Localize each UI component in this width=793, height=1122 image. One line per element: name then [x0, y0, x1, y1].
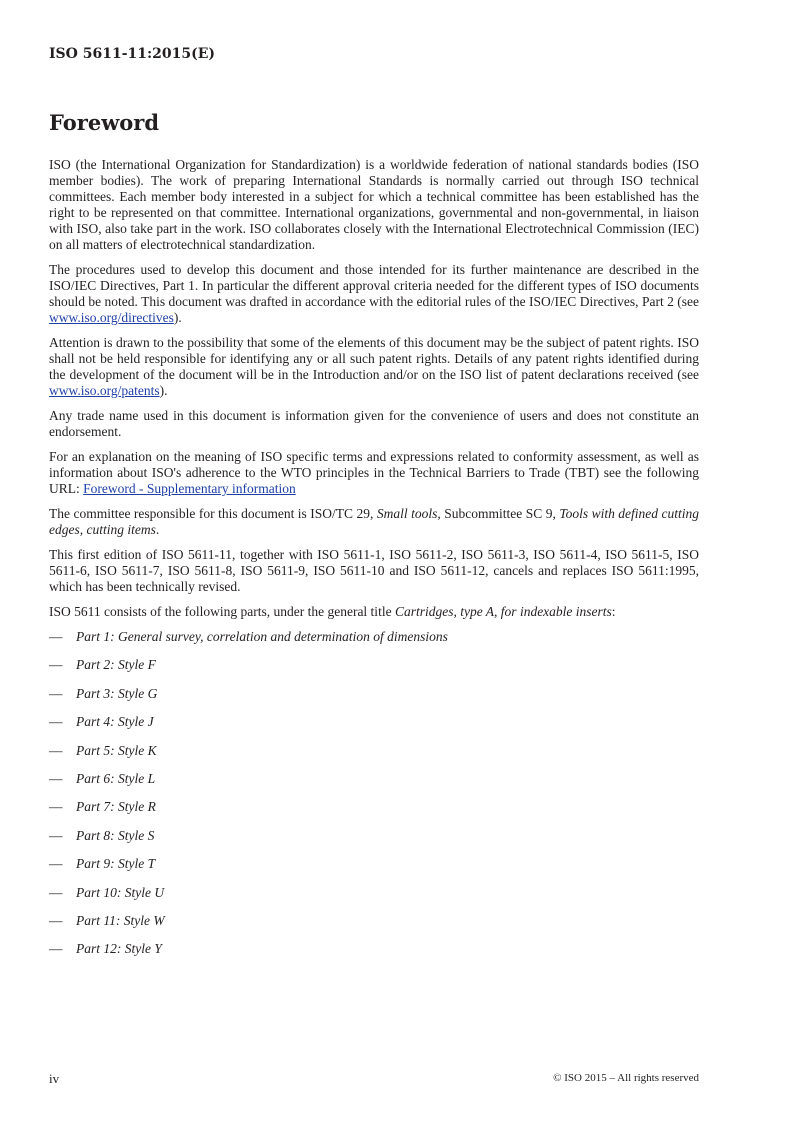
paragraph-conformity [49, 449, 699, 497]
paragraph-text: Attention is drawn to the possibility that some of the elements of this document may be the subject of patent rights. ISO shall not be held responsible for identifying any or all such patent rights. Details of any patent rights identified during the development of the document will be in the Introduction and/or on the ISO list of patent declarations received (see [49, 335, 699, 382]
supplementary-info-link[interactable]: Foreword - Supplementary information [83, 481, 296, 496]
paragraph-text: The procedures used to develop this document and those intended for its further maintenance are described in the ISO/IEC Directives, Part 1. In particular the different approval criteria needed for the different types of ISO documents should be noted. This document was drafted in accordance with the editorial rules of the ISO/IEC Directives, Part 2 (see [49, 262, 699, 309]
paragraph-text: The committee responsible for this document is ISO/TC 29, [49, 506, 377, 521]
part-title: Part 8: Style S [76, 827, 155, 843]
list-item [49, 885, 699, 913]
list-dash: — [49, 714, 63, 730]
paragraph-procedures [49, 262, 699, 326]
paragraph-text: ISO 5611 consists of the following parts, under the general title [49, 604, 395, 619]
list-dash: — [49, 770, 63, 786]
part-title: Part 11: Style W [76, 912, 165, 928]
list-item [49, 686, 699, 714]
list-dash: — [49, 856, 63, 872]
part-title: Part 2: Style F [76, 657, 156, 673]
foreword-body [49, 157, 699, 970]
copyright-notice: © ISO 2015 – All rights reserved [553, 1072, 699, 1084]
patents-link[interactable]: www.iso.org/patents [49, 383, 160, 398]
list-item [49, 714, 699, 742]
list-dash: — [49, 799, 63, 815]
part-title: Part 12: Style Y [76, 941, 162, 957]
list-dash: — [49, 629, 63, 644]
list-dash: — [49, 884, 63, 900]
part-title: Part 9: Style T [76, 856, 156, 872]
part-title: Part 7: Style R [76, 799, 156, 815]
paragraph-text: For an explanation on the meaning of ISO specific terms and expressions related to conformity assessment, as well as information about ISO's adherence to the WTO principles in the Technical Barriers to Trade (TBT) see the following URL: [49, 449, 699, 496]
part-title: Part 6: Style L [76, 770, 156, 786]
paragraph-edition [49, 547, 699, 595]
paragraph-text: : [611, 604, 616, 619]
general-title: Cartridges, type A, for indexable inserts [394, 604, 612, 619]
paragraph-text: Any trade name used in this document is information given for the convenience of users and does not constitute an endorsement. [49, 408, 699, 439]
paragraph-parts-intro [49, 604, 699, 620]
list-dash: — [49, 912, 63, 928]
part-title: Part 5: Style K [76, 742, 157, 758]
part-title: Part 10: Style U [76, 884, 165, 900]
list-item [49, 657, 699, 685]
page-number: iv [49, 1071, 60, 1086]
directives-link[interactable]: www.iso.org/directives [49, 310, 174, 325]
part-title: Part 1: General survey, correlation and determination of dimensions [76, 629, 448, 644]
document-identifier: ISO 5611-11:2015(E) [49, 46, 216, 62]
list-item [49, 941, 699, 969]
part-title: Part 4: Style J [76, 714, 154, 730]
list-item [49, 913, 699, 941]
paragraph-iso-intro [49, 157, 699, 253]
paragraph-trade-name [49, 408, 699, 440]
subcommittee-name: Tools with defined cutting edges, cutting items [49, 506, 700, 537]
paragraph-patents [49, 335, 699, 399]
paragraph-text: , Subcommittee SC 9, [437, 506, 560, 521]
list-item [49, 629, 699, 657]
parts-list [49, 629, 699, 970]
paragraph-text: . [155, 522, 160, 537]
list-dash: — [49, 941, 63, 957]
committee-name: Small tools [376, 506, 438, 521]
list-item [49, 856, 699, 884]
list-item [49, 799, 699, 827]
list-item [49, 771, 699, 799]
list-dash: — [49, 685, 63, 701]
paragraph-text: ). [173, 310, 182, 325]
list-dash: — [49, 827, 63, 843]
list-item [49, 743, 699, 771]
paragraph-text: ). [159, 383, 168, 398]
list-dash: — [49, 657, 63, 673]
page-title: Foreword [49, 110, 160, 135]
list-dash: — [49, 742, 63, 758]
part-title: Part 3: Style G [76, 685, 158, 701]
paragraph-committee [49, 506, 699, 538]
paragraph-text: ISO (the International Organization for Standardization) is a worldwide federation of national standards bodies (ISO member bodies). The work of preparing International Standards is normally carried out through ISO technical committees. Each member body interested in a subject for which a technical committee has been established has the right to be represented on that committee. International organizations, governmental and non-governmental, in liaison with ISO, also take part in the work. ISO collaborates closely with the International Electrotechnical Commission (IEC) on all matters of electrotechnical standardization. [49, 157, 699, 252]
list-item [49, 828, 699, 856]
paragraph-text: This first edition of ISO 5611-11, together with ISO 5611-1, ISO 5611-2, ISO 5611-3, ISO 5611-4, ISO 5611-5, ISO 5611-6, ISO 5611-7, ISO 5611-8, ISO 5611-9, ISO 5611-10 and ISO 5611-12, cancels and replaces ISO 5611:1995, which has been technically revised. [49, 547, 699, 594]
